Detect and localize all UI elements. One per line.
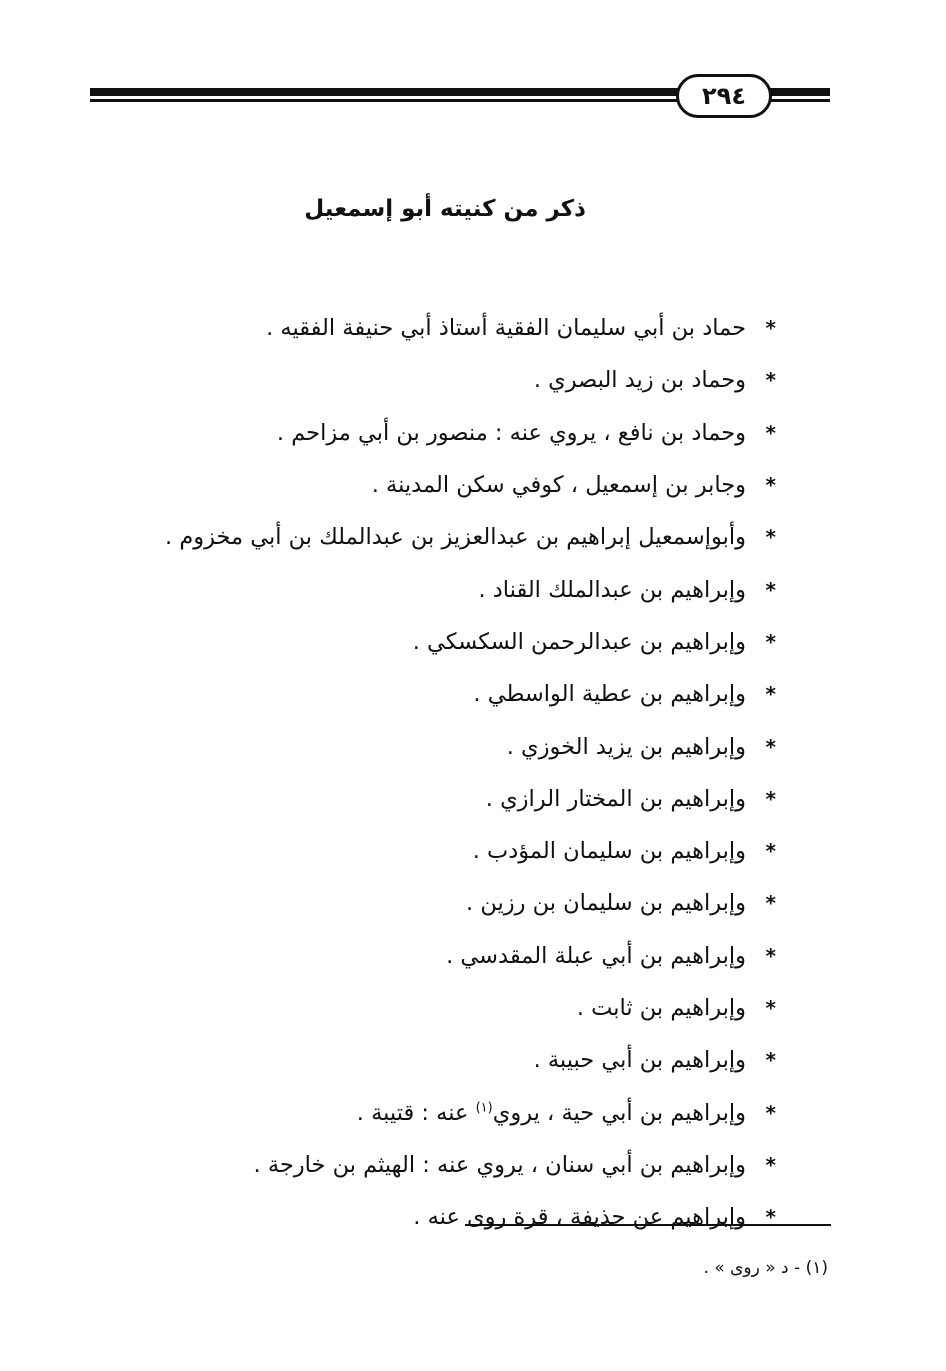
bullet-icon: *: [765, 316, 776, 341]
bullet-icon: *: [765, 1048, 776, 1073]
entry-text: وحماد بن نافع ، يروي عنه : منصور بن أبي مزاحم .: [276, 419, 746, 446]
bullet-icon: *: [765, 682, 776, 707]
list-item: [136, 1086, 776, 1138]
bullet-icon: *: [765, 577, 776, 602]
list-item: [136, 720, 776, 772]
entry-text: وإبراهيم بن سليمان بن رزين .: [466, 890, 746, 917]
section-title: ذكر من كنيته أبو إسمعيل: [304, 196, 586, 222]
bullet-icon: *: [765, 1205, 776, 1230]
list-item: [136, 982, 776, 1034]
entry-text-after-ref: عنه : قتيبة .: [356, 1099, 476, 1126]
list-item: [136, 459, 776, 511]
entry-list: [136, 302, 776, 1243]
bullet-icon: *: [765, 420, 776, 445]
footnote-reference[interactable]: (١): [475, 1100, 493, 1116]
list-item: [136, 563, 776, 615]
list-item: [136, 1139, 776, 1191]
list-item: [136, 877, 776, 929]
bullet-icon: *: [765, 891, 776, 916]
entry-text: وإبراهيم بن ثابت .: [576, 995, 746, 1021]
list-item: [136, 511, 776, 563]
footnote: (١) - د « روى » .: [703, 1258, 828, 1278]
entry-text: وإبراهيم بن أبي حبيبة .: [533, 1047, 746, 1074]
list-item: [136, 302, 776, 354]
entry-text: وحماد بن زيد البصري .: [533, 367, 746, 394]
list-item: [136, 1034, 776, 1086]
entry-text-before-ref: وإبراهيم بن أبي حية ، يروي: [492, 1099, 746, 1126]
list-item: [136, 1191, 776, 1243]
entry-text: وإبراهيم بن يزيد الخوزي .: [506, 733, 746, 760]
bullet-icon: *: [765, 839, 776, 864]
bullet-icon: *: [765, 368, 776, 393]
footnote-rule: [465, 1224, 831, 1226]
entry-text: وإبراهيم بن المختار الرازي .: [485, 785, 746, 812]
entry-text: وإبراهيم عن حذيفة ، قرة روى عنه .: [413, 1204, 746, 1231]
entry-text: وإبراهيم بن عبدالملك القناد .: [478, 576, 746, 603]
bullet-icon: *: [765, 786, 776, 811]
bullet-icon: *: [765, 525, 776, 550]
entry-text: وإبراهيم بن عطية الواسطي .: [473, 681, 746, 708]
bullet-icon: *: [765, 629, 776, 654]
bullet-icon: *: [765, 1152, 776, 1177]
list-item: [136, 616, 776, 668]
page-number-badge: [676, 74, 772, 118]
bullet-icon: *: [765, 473, 776, 498]
entry-text: وإبراهيم بن عبدالرحمن السكسكي .: [412, 628, 746, 655]
entry-text: وإبراهيم بن أبي عبلة المقدسي .: [446, 942, 746, 969]
list-item: [136, 668, 776, 720]
list-item: [136, 825, 776, 877]
list-item: [136, 354, 776, 406]
page-number: ٢٩٤: [702, 82, 746, 110]
entry-text: وجابر بن إسمعيل ، كوفي سكن المدينة .: [371, 472, 746, 499]
bullet-icon: *: [765, 943, 776, 968]
entry-text: حماد بن أبي سليمان الفقية أستاذ أبي حنيفة الفقيه .: [266, 315, 746, 342]
entry-text: وأبوإسمعيل إبراهيم بن عبدالعزيز بن عبدالملك بن أبي مخزوم .: [165, 524, 746, 551]
bullet-icon: *: [765, 734, 776, 759]
entry-text: [357, 1100, 746, 1126]
list-item: [136, 407, 776, 459]
bullet-icon: *: [765, 996, 776, 1020]
list-item: [136, 773, 776, 825]
entry-text: وإبراهيم بن سليمان المؤدب .: [472, 838, 746, 865]
list-item: [136, 930, 776, 982]
bullet-icon: *: [765, 1100, 776, 1125]
entry-text: وإبراهيم بن أبي سنان ، يروي عنه : الهيثم بن خارجة .: [253, 1151, 746, 1178]
